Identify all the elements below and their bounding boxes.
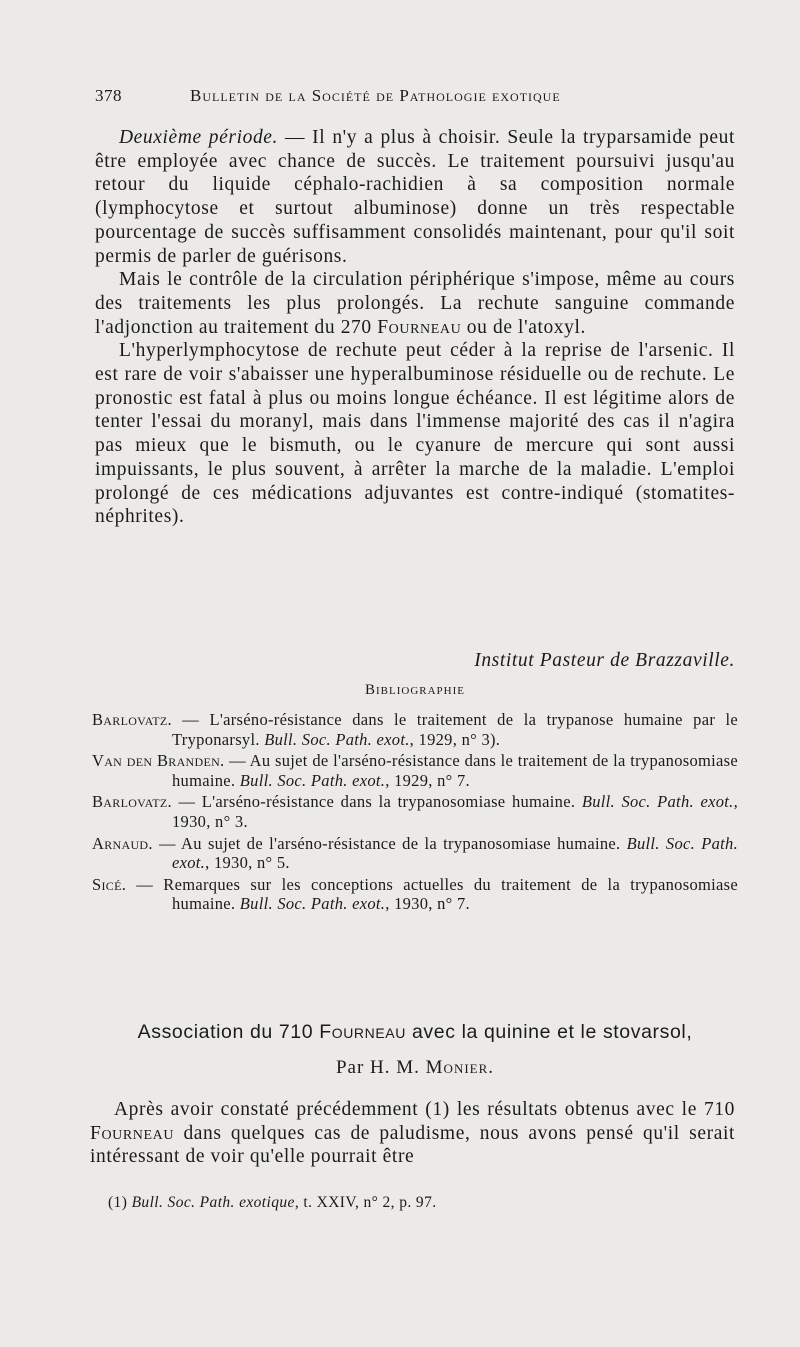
paragraph-hyperlymphocytosis [95,339,735,529]
paragraph-text: dans quelques cas de paludisme, nous avons pensé qu'il serait intéressant de voir qu'elle pourrait être [90,1122,735,1168]
bib-detail: , 1930, n° 7. [385,894,470,914]
bib-author: Arnaud. [92,833,153,853]
bib-detail: , 1929, n° 7. [385,770,470,790]
article-title [90,1021,740,1044]
main-text [95,126,735,529]
bib-author: Barlovatz. [92,792,172,812]
bib-text: — Remarques sur les conceptions actuelles du traitement de la trypanosomiase humaine. [126,874,738,914]
bib-source: Bull. Soc. Path. exot. [581,792,734,812]
bibliography-entry [92,875,738,914]
bib-detail: , 1930, n° 5. [205,853,290,873]
paragraph-second-period [95,126,735,268]
footnote [108,1194,728,1212]
article-author [95,1057,735,1079]
title-text: avec la quinine et le stovarsol, [405,1021,693,1043]
bib-text: — L'arséno-résistance dans le traitement de la trypanose humaine par le Tryponarsyl. [171,710,738,749]
bib-detail: , 1930, n° 3. [172,792,738,831]
author-surname: Monier [425,1057,489,1078]
bibliography-list [92,710,738,916]
drug-name: Fourneau [377,316,462,338]
article-text [90,1098,735,1169]
bib-text: — Au sujet de l'arséno-résistance dans le traitement de la trypanosomiase humaine. [172,751,739,790]
bib-source: Bull. Soc. Path. exot. [264,729,410,749]
paragraph-text: — Il n'y a plus à choisir. Seule la tryparsamide peut être employée avec chance de succès. Le traitement poursuivi jusqu'au retour du liquide céphalo-rachidien à sa composition normale (lymphocytose et surtout albuminose) donne un très respectable pourcentage de succès suffisamment consolidés maintenant, pour qu'il soit permis de parler de guérisons. [95,127,736,267]
bib-source: Bull. Soc. Path. exot. [239,894,386,914]
bib-source: Bull. Soc. Path. exot. [239,770,386,790]
page-number: 378 [95,86,122,105]
bib-source: Bull. Soc. Path. exot. [172,833,738,873]
bib-text: — Au sujet de l'arséno-résistance de la trypanosomiase humaine. [152,833,627,853]
journal-title: Bulletin de la Société de Pathologie exotique [190,86,561,105]
bib-text: — L'arséno-résistance dans la trypanosomiase humaine. [171,792,582,812]
bib-detail: , 1929, n° 3). [409,729,501,749]
footnote-detail: , t. XXIV, n° 2, p. 97. [294,1194,437,1211]
paragraph-text: L'hyperlymphocytose de rechute peut céder à la reprise de l'arsenic. Il est rare de voir s'abaisser une hyperalbuminose résiduelle ou de rechute. Le pronostic est fatal à plus ou moins longue échéance. Il est légitime alors de tenter l'essai du moranyl, mais dans l'immense majorité des cas il n'agira pas mieux que le bismuth, ou le cyanure de mercure qui sont aussi impuissants, le plus souvent, à arrêter la marche de la maladie. L'emploi prolongé de ces médications adjuvantes est contre-indiqué (stomatites-néphrites). [95,340,735,528]
title-text: Association du 710 [137,1021,320,1043]
paragraph-peripheral-control [95,268,735,339]
institution-signature: Institut Pasteur de Brazzaville. [474,650,735,671]
drug-name: Fourneau [90,1122,175,1144]
period-label: Deuxième période. [119,127,279,148]
paragraph-text: Après avoir constaté précédemment (1) les résultats obtenus avec le 710 [114,1099,735,1120]
footnote-marker: (1) [108,1194,132,1211]
title-drug-name: Fourneau [319,1021,406,1043]
bibliography-entry [92,792,738,831]
paragraph-intro [90,1098,735,1169]
footnote-source: Bull. Soc. Path. exotique [131,1194,295,1211]
paragraph-text: ou de l'atoxyl. [461,316,587,338]
bibliography-entry [92,751,738,790]
bib-author: Sicé. [92,874,127,894]
bibliography-entry [92,834,738,873]
bib-author: Van den Branden. [92,751,225,771]
bibliography-entry [92,710,738,749]
bib-author: Barlovatz. [92,710,172,729]
bibliography-heading: Bibliographie [365,682,465,698]
paragraph-text: Mais le contrôle de la circulation périphérique s'impose, même au cours des traitements les plus prolongés. La rechute sanguine commande l'adjonction au traitement du 270 [95,269,735,338]
author-suffix: . [488,1057,495,1078]
author-prefix: Par H. M. [335,1057,426,1078]
